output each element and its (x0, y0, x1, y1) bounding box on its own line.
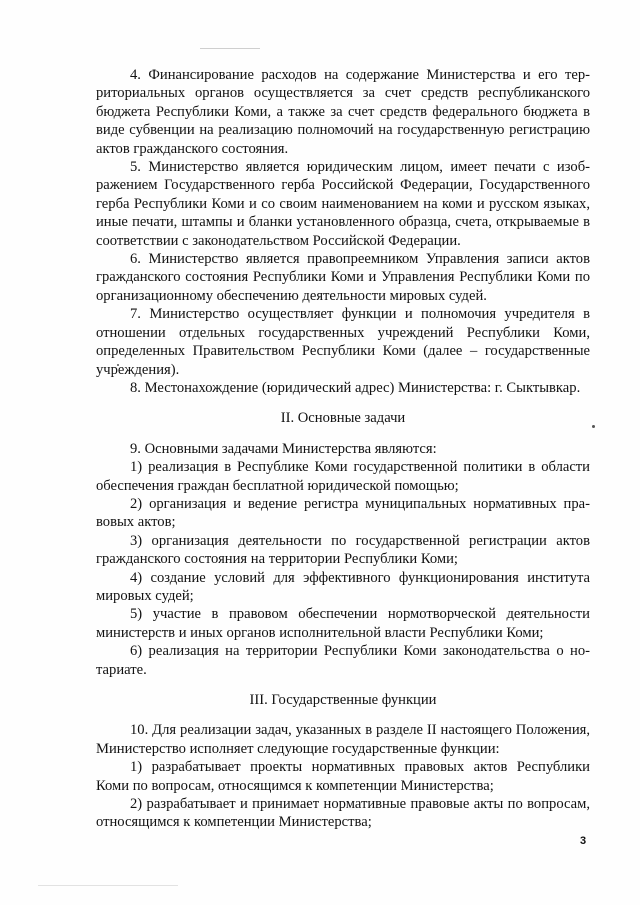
list-item-10-1: 1) разрабатывает проекты нормативных правовых актов Республики Коми по вопросам, относящимся к компетенции Министерства; (96, 759, 590, 794)
paragraph-7: 7. Министерство осуществляет функции и полномочия учредителя в отношении отдельных государственных учреждений Республики Коми, определенных Правительством Республики Коми (далее – государственные учреждения). (96, 306, 590, 378)
paragraph-4: 4. Финансирование расходов на содержание Министерства и его территориальных органов осуществляется за счет средств республиканского бюджета Республики Коми, а также за счет средств федерального бюджета в виде субвенции на реализацию полномочий на государственную регистрацию актов гражданского состояния. (96, 67, 590, 157)
section-heading-3: III. Государственные функции (249, 692, 437, 708)
paragraph-10: 10. Для реализации задач, указанных в разделе II настоящего Положения, Министерство исполняет следующие государственные функции: (96, 722, 590, 757)
list-item-9-5: 5) участие в правовом обеспечении нормотворческой деятельности министерств и иных органов исполнительной власти Республики Коми; (96, 606, 590, 641)
list-item-9-6: 6) реализация на территории Республики Коми законодательства о нотариате. (96, 643, 590, 678)
list-item-9-1: 1) реализация в Республике Коми государственной политики в области обеспечения граждан бесплатной юридической помощью; (96, 459, 590, 494)
paragraph-9: 9. Основными задачами Министерства являются: (130, 440, 437, 457)
paragraph-8: 8. Местонахождение (юридический адрес) Министерства: г. Сыктывкар. (130, 379, 581, 396)
list-item-10-2: 2) разрабатывает и принимает нормативные правовые акты по вопросам, относящимся к компетенции Министерства; (96, 796, 590, 831)
list-item-9-3: 3) организация деятельности по государственной регистрации актов гражданского состояния на территории Республики Коми; (96, 532, 590, 568)
scan-speck (592, 425, 595, 428)
scan-artifact-bottom (38, 885, 178, 886)
list-item-9-4: 4) создание условий для эффективного функционирования института мировых судей; (96, 569, 590, 604)
paragraph-6: 6. Министерство является правопреемником Управления записи актов гражданского состояния Республики Коми и Управления Республики Коми по организационному обеспечению деятельности мировых судей. (96, 251, 590, 304)
page-number: 3 (580, 835, 587, 847)
document-body (96, 66, 590, 832)
scan-artifact-top (200, 48, 260, 49)
section-heading-2: II. Основные задачи (280, 410, 406, 427)
paragraph-5: 5. Министерство является юридическим лицом, имеет печати с изображением Государственного герба Российской Федерации, Государственного герба Республики Коми и со своим наименованием на коми и русском языках, иные печати, штампы и бланки установленного образца, счета, открываемые в соответствии с законодательством Российской Федерации. (96, 159, 590, 249)
list-item-9-2: 2) организация и ведение регистра муниципальных нормативных правовых актов; (96, 495, 590, 531)
